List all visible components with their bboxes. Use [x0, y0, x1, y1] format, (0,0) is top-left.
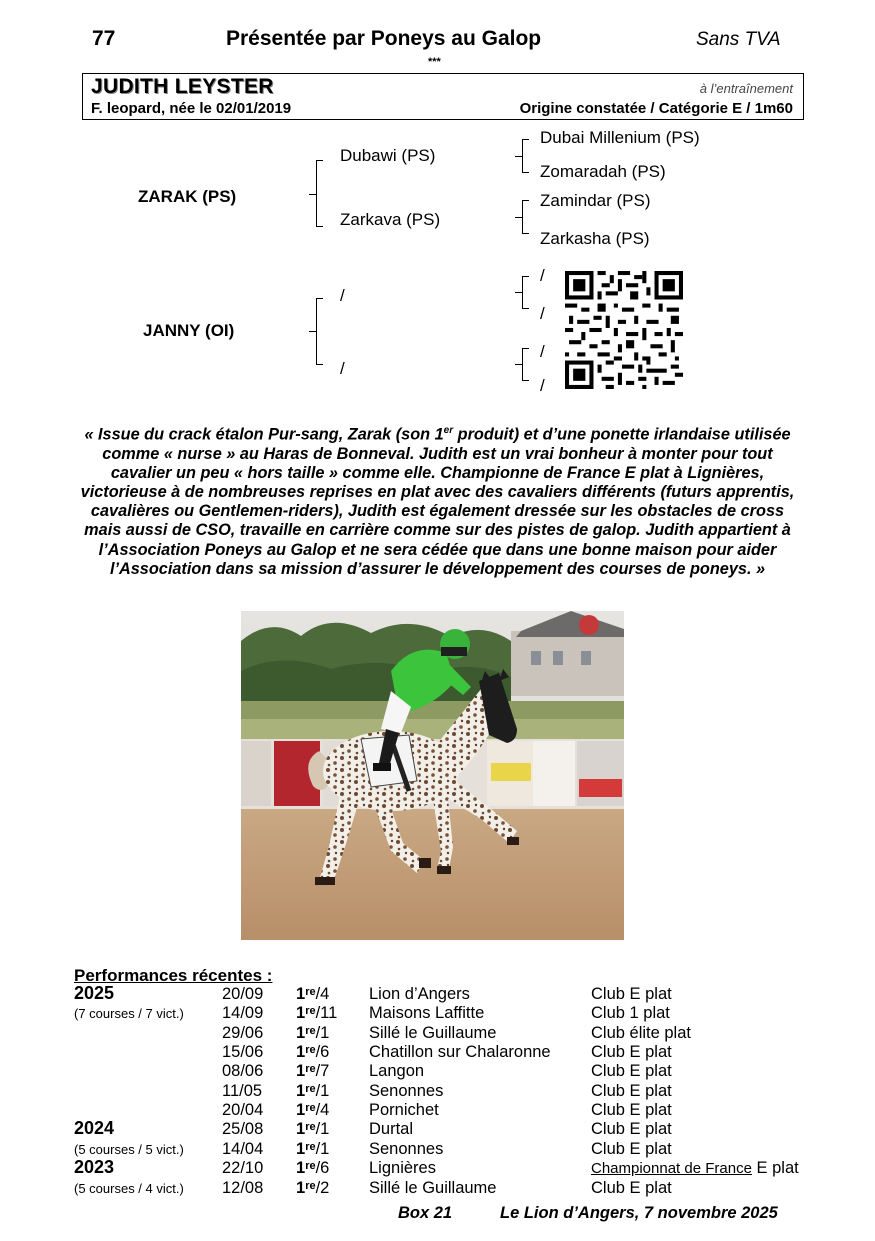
race-date: 14/04 [222, 1139, 264, 1158]
race-rank [296, 1024, 329, 1043]
horse-name: JUDITH LEYSTER [91, 75, 274, 98]
race-date: 12/08 [222, 1178, 264, 1197]
race-type: Club E plat [591, 1043, 672, 1062]
field-size: /6 [315, 1159, 330, 1178]
race-type: Club 1 plat [591, 1004, 670, 1023]
race-venue: Pornichet [369, 1101, 439, 1120]
season-summary: (7 courses / 7 vict.) [74, 1006, 184, 1022]
race-type: Club E plat [591, 985, 672, 1003]
season-year: 2024 [74, 1118, 115, 1139]
pedigree-bracket-tick [309, 331, 316, 332]
season-summary: (5 courses / 4 vict.) [74, 1180, 184, 1196]
pedigree-ss-dam: Zomaradah (PS) [540, 162, 666, 181]
race-venue: Senonnes [369, 1139, 444, 1158]
race-venue: Chatillon sur Chalaronne [369, 1043, 551, 1062]
pedigree-bracket-tick [522, 233, 529, 234]
pedigree-bracket-tick [515, 156, 522, 157]
race-date: 11/05 [222, 1081, 263, 1100]
race-rank [296, 1101, 329, 1120]
pedigree-bracket-tick [522, 200, 529, 201]
pedigree-dd-dam: / [540, 376, 545, 395]
table-row [0, 1043, 875, 1062]
field-size: /4 [315, 985, 330, 1003]
rank-suffix: re [305, 1005, 316, 1018]
race-type: Club E plat [591, 1101, 672, 1120]
rank-position: 1 [296, 1101, 306, 1120]
tax-status: Sans TVA [696, 29, 781, 50]
rank-suffix: re [305, 1102, 316, 1115]
pedigree-ds-dam: / [540, 304, 545, 323]
horse-description [74, 421, 801, 579]
pedigree-dam-sire: / [340, 286, 345, 305]
table-row [0, 1159, 875, 1178]
pedigree-bracket-tick [316, 226, 323, 227]
pedigree-ss-sire: Dubai Millenium (PS) [540, 128, 700, 147]
race-rank [296, 1062, 329, 1081]
field-size: /11 [315, 1004, 338, 1023]
race-date: 20/09 [222, 985, 264, 1003]
pedigree-bracket-tick [316, 298, 323, 299]
race-venue: Lion d’Angers [369, 985, 470, 1003]
race-venue: Durtal [369, 1120, 414, 1139]
pedigree-bracket-tick [522, 139, 529, 140]
race-date: 22/10 [222, 1159, 264, 1178]
pedigree-bracket-tick [522, 172, 529, 173]
race-category [591, 1179, 672, 1198]
pedigree-bracket [522, 200, 523, 234]
description-text-continued: produit) et d’une ponette irlandaise utilisée comme « nurse » au Haras de Bonneval. Judith est un vrai bonheur à monter pour tout cavalier un peu « hors taille » comme elle. Championne de France E plat à Lignières, victorieuse à de nombreuses reprises en plat avec des cavaliers différents (futurs apprentis, cavalières ou Gentlemen-riders), Judith est également dressée sur les obstacles de cross mais aussi de CSO, travaille en carrière comme sur des pistes de galop. Judith appartient à l’Association Poneys au Galop et ne sera cédée que dans une bonne maison pour aider l’Association dans sa mission d’assurer le développement des courses de poneys. » [80, 425, 795, 578]
rank-position: 1 [296, 1043, 306, 1062]
lot-number: 77 [92, 27, 116, 50]
rank-suffix: re [305, 986, 316, 998]
race-category [591, 1159, 799, 1178]
rank-position: 1 [296, 1062, 306, 1081]
pedigree-dam-dam: / [340, 359, 345, 378]
pedigree-bracket [522, 139, 523, 173]
race-type: E plat [751, 1159, 799, 1178]
race-category [591, 1101, 672, 1120]
race-rank [296, 1043, 329, 1062]
race-category [591, 985, 672, 1004]
rank-position: 1 [296, 1023, 306, 1042]
rank-position: 1 [296, 985, 306, 1003]
race-rank [296, 1082, 329, 1101]
pedigree-dd-sire: / [540, 342, 545, 361]
field-size: /4 [315, 1101, 330, 1120]
race-venue: Lignières [369, 1159, 436, 1178]
rank-position: 1 [296, 1159, 306, 1178]
pedigree-sd-sire: Zamindar (PS) [540, 191, 651, 210]
race-venue: Sillé le Guillaume [369, 1023, 497, 1042]
separator-stars: *** [428, 56, 441, 68]
pedigree-sire-dam: Zarkava (PS) [340, 210, 441, 229]
race-rank [296, 985, 329, 1004]
pedigree-dam: JANNY (OI) [143, 321, 235, 340]
rank-position: 1 [296, 1081, 306, 1100]
race-rank [296, 1120, 329, 1139]
race-rank [296, 1004, 337, 1023]
race-type: Club E plat [591, 1139, 672, 1158]
race-title-underlined: Championnat de France [591, 1160, 752, 1178]
race-category [591, 1004, 670, 1023]
pedigree-bracket-tick [522, 380, 529, 381]
race-type: Club E plat [591, 1178, 672, 1197]
description-superscript: er [443, 425, 454, 436]
rank-suffix: re [305, 1044, 316, 1057]
race-category [591, 1082, 672, 1101]
table-row [0, 1101, 875, 1120]
rank-suffix: re [305, 1179, 316, 1192]
pedigree-bracket-tick [522, 276, 529, 277]
table-row [0, 1004, 875, 1023]
pedigree-bracket-tick [522, 348, 529, 349]
race-category [591, 1024, 691, 1043]
season-year: 2025 [74, 983, 115, 1003]
table-row [0, 985, 875, 1004]
pedigree-sd-dam: Zarkasha (PS) [540, 229, 650, 248]
race-type: Club élite plat [591, 1023, 691, 1042]
rank-position: 1 [296, 1004, 306, 1023]
field-size: /6 [315, 1043, 330, 1062]
race-date: 14/09 [222, 1004, 264, 1023]
pedigree-bracket-tick [309, 194, 316, 195]
pedigree-bracket-tick [515, 292, 522, 293]
training-status: à l’entraînement [699, 81, 793, 96]
performances-title: Performances récentes : [74, 966, 273, 985]
pedigree-sire-sire: Dubawi (PS) [340, 146, 436, 165]
rank-suffix: re [305, 1082, 316, 1095]
season-year: 2023 [74, 1157, 115, 1178]
race-date: 29/06 [222, 1023, 264, 1042]
rank-suffix: re [305, 1063, 316, 1076]
pedigree-bracket-tick [316, 160, 323, 161]
race-date: 20/04 [222, 1101, 264, 1120]
rank-suffix: re [305, 1160, 316, 1173]
pedigree-bracket-tick [522, 308, 529, 309]
race-type: Club E plat [591, 1120, 672, 1139]
race-rank [296, 1159, 329, 1178]
pedigree-bracket-tick [316, 364, 323, 365]
pedigree-bracket [316, 160, 317, 227]
rank-position: 1 [296, 1139, 306, 1158]
race-venue: Senonnes [369, 1081, 444, 1100]
race-type: Club E plat [591, 1081, 672, 1100]
race-date: 25/08 [222, 1120, 264, 1139]
qr-code-icon [565, 271, 683, 389]
field-size: /1 [315, 1120, 330, 1139]
origin-info: Origine constatée / Catégorie E / 1m60 [519, 100, 793, 117]
table-row [0, 1179, 875, 1198]
pedigree-bracket [522, 348, 523, 381]
table-row [0, 1062, 875, 1081]
season-summary: (5 courses / 5 vict.) [74, 1141, 184, 1157]
pedigree-bracket-tick [515, 217, 522, 218]
rank-position: 1 [296, 1120, 306, 1139]
pedigree-ds-sire: / [540, 266, 545, 285]
race-category [591, 1062, 672, 1081]
table-row [0, 1082, 875, 1101]
horse-race-photo [241, 611, 624, 940]
race-category [591, 1043, 672, 1062]
pedigree-sire: ZARAK (PS) [138, 187, 237, 206]
race-date: 15/06 [222, 1043, 264, 1062]
table-row [0, 1120, 875, 1139]
field-size: /1 [315, 1023, 330, 1042]
field-size: /1 [315, 1139, 330, 1158]
race-venue: Sillé le Guillaume [369, 1178, 497, 1197]
race-type: Club E plat [591, 1062, 672, 1081]
rank-suffix: re [305, 1140, 316, 1153]
race-category [591, 1120, 672, 1139]
field-size: /7 [315, 1062, 330, 1081]
field-size: /2 [315, 1178, 330, 1197]
race-rank [296, 1179, 329, 1198]
rank-position: 1 [296, 1178, 306, 1197]
race-venue: Maisons Laffitte [369, 1004, 485, 1023]
race-venue: Langon [369, 1062, 425, 1081]
box-number: Box 21 [398, 1204, 453, 1222]
birth-info: F. leopard, née le 02/01/2019 [91, 100, 292, 117]
table-row [0, 1024, 875, 1043]
rank-suffix: re [305, 1121, 316, 1134]
race-rank [296, 1140, 329, 1159]
field-size: /1 [315, 1081, 330, 1100]
sale-place-date: Le Lion d’Angers, 7 novembre 2025 [500, 1204, 778, 1222]
rank-suffix: re [305, 1024, 316, 1037]
pedigree-bracket [316, 298, 317, 365]
pedigree-bracket [522, 276, 523, 309]
race-date: 08/06 [222, 1062, 264, 1081]
race-category [591, 1140, 672, 1159]
horse-identity-box [82, 73, 804, 120]
description-text: « Issue du crack étalon Pur-sang, Zarak (son 1 [84, 425, 444, 444]
pedigree-bracket-tick [515, 364, 522, 365]
page-title: Présentée par Poneys au Galop [226, 27, 542, 50]
table-row [0, 1140, 875, 1159]
